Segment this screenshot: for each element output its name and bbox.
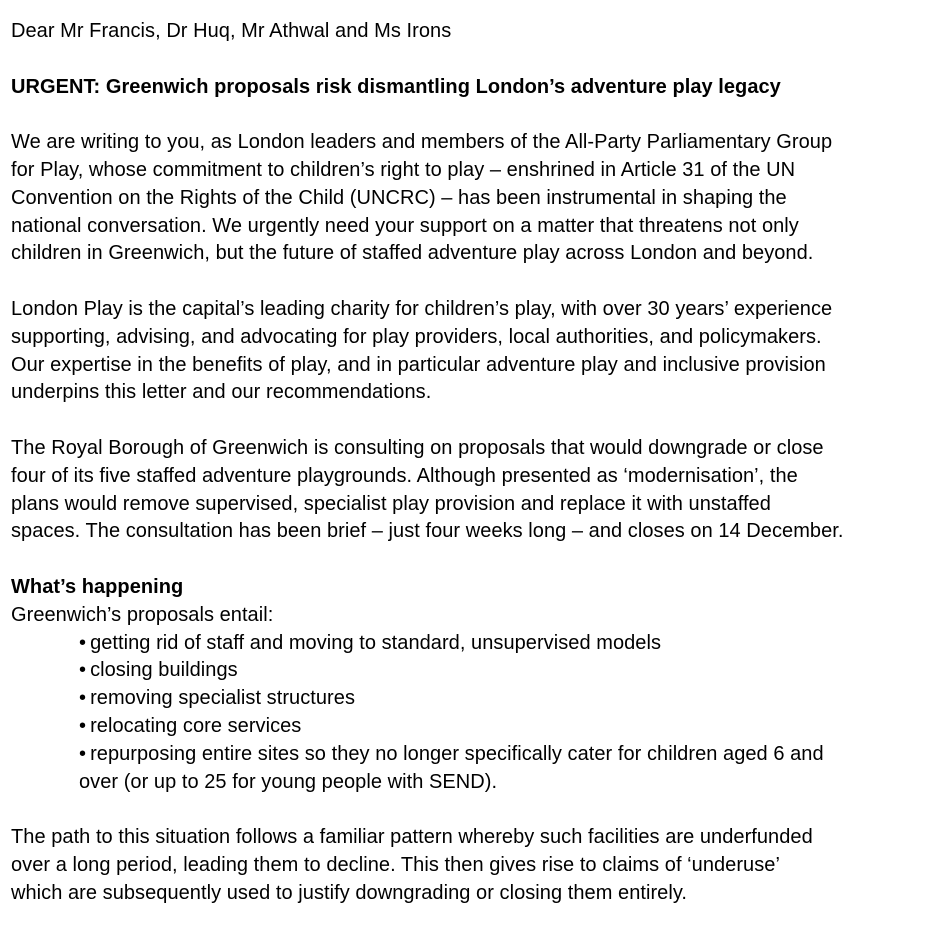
bullet-icon: • <box>79 742 87 765</box>
paragraph-line: Our expertise in the benefits of play, and in particular adventure play and inclusive provision <box>11 353 826 376</box>
list-item <box>11 685 931 713</box>
paragraph-line: over a long period, leading them to decline. This then gives rise to claims of ‘underuse’ <box>11 853 780 876</box>
paragraph-pattern <box>11 824 931 907</box>
list-item <box>11 713 931 741</box>
list-item-text: relocating core services <box>90 714 302 737</box>
subject-text: URGENT: Greenwich proposals risk dismantling London’s adventure play legacy <box>11 75 781 98</box>
paragraph-line: The Royal Borough of Greenwich is consulting on proposals that would downgrade or close <box>11 436 824 459</box>
whats-happening-section <box>11 574 931 796</box>
proposals-list <box>11 630 931 769</box>
salutation-text: Dear Mr Francis, Dr Huq, Mr Athwal and Ms Irons <box>11 20 452 42</box>
paragraph-line: We are writing to you, as London leaders and members of the All-Party Parliamentary Group <box>11 131 833 154</box>
list-intro: Greenwich’s proposals entail: <box>11 603 274 626</box>
paragraph-line: Convention on the Rights of the Child (UNCRC) – has been instrumental in shaping the <box>11 186 787 209</box>
paragraph-line: children in Greenwich, but the future of staffed adventure play across London and beyond. <box>11 242 814 265</box>
paragraph-line: for Play, whose commitment to children’s right to play – enshrined in Article 31 of the UN <box>11 158 796 181</box>
paragraph-line: supporting, advising, and advocating for play providers, local authorities, and policymakers. <box>11 325 822 348</box>
list-item-text: removing specialist structures <box>90 687 355 710</box>
bullet-icon: • <box>79 687 87 710</box>
paragraph-intro <box>11 129 931 268</box>
list-item <box>11 741 931 769</box>
list-item-continuation: over (or up to 25 for young people with SEND). <box>79 770 498 793</box>
paragraph-line: The path to this situation follows a familiar pattern whereby such facilities are underfunded <box>11 826 813 849</box>
paragraph-line: national conversation. We urgently need your support on a matter that threatens not only <box>11 214 799 237</box>
bullet-icon: • <box>79 659 87 682</box>
paragraph-line: underpins this letter and our recommendations. <box>11 381 432 404</box>
paragraph-line: four of its five staffed adventure playgrounds. Although presented as ‘modernisation’, the <box>11 464 798 487</box>
list-item-text: getting rid of staff and moving to standard, unsupervised models <box>90 631 662 654</box>
bullet-icon: • <box>79 631 87 654</box>
paragraph-line: plans would remove supervised, specialist play provision and replace it with unstaffed <box>11 492 771 515</box>
salutation <box>11 18 931 46</box>
list-item <box>11 630 931 658</box>
section-heading: What’s happening <box>11 575 184 598</box>
paragraph-greenwich <box>11 435 931 546</box>
letter-body <box>11 18 931 935</box>
bullet-icon: • <box>79 714 87 737</box>
paragraph-line: which are subsequently used to justify downgrading or closing them entirely. <box>11 881 688 904</box>
subject-line <box>11 74 931 102</box>
list-item <box>11 657 931 685</box>
paragraph-line: London Play is the capital’s leading charity for children’s play, with over 30 years’ experience <box>11 297 833 320</box>
list-item-text: repurposing entire sites so they no longer specifically cater for children aged 6 and <box>90 742 824 765</box>
paragraph-line: spaces. The consultation has been brief – just four weeks long – and closes on 14 December. <box>11 520 844 543</box>
list-item-text: closing buildings <box>90 659 238 682</box>
paragraph-london-play <box>11 296 931 407</box>
